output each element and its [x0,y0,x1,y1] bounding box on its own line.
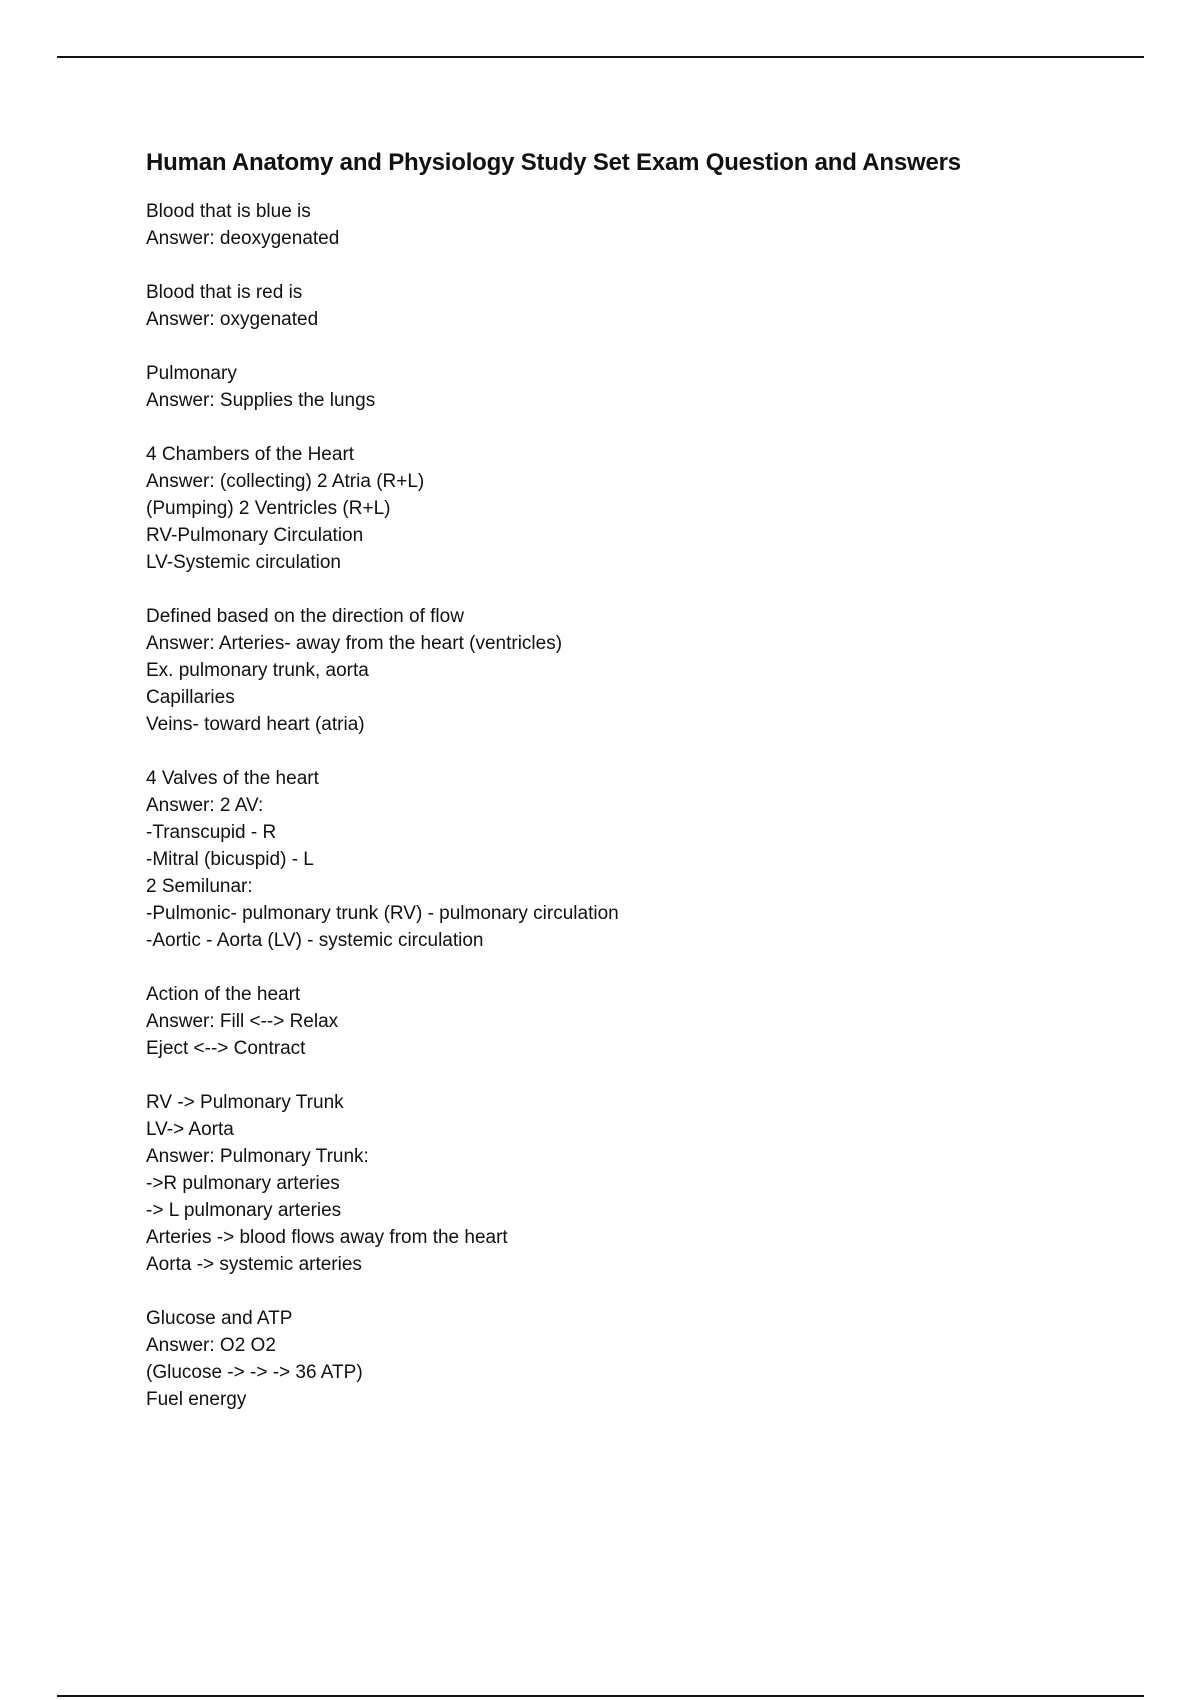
answer-line: Answer: Supplies the lungs [146,390,376,411]
qa-item [146,1305,1126,1413]
answer-line: (Glucose -> -> -> 36 ATP) [146,1362,363,1383]
answer-line: Aorta -> systemic arteries [146,1254,362,1275]
qa-item [146,603,1126,738]
answer-line: -Pulmonic- pulmonary trunk (RV) - pulmonary circulation [146,903,619,924]
answer-line: Answer: deoxygenated [146,228,340,249]
answer-line: Capillaries [146,687,235,708]
question-text: 4 Valves of the heart [146,768,319,789]
answer-line: -Aortic - Aorta (LV) - systemic circulation [146,930,484,951]
answer-line: Answer: Fill <--> Relax [146,1011,339,1032]
qa-item [146,441,1126,576]
answer-line: 2 Semilunar: [146,876,253,897]
answer-line: Answer: O2 O2 [146,1335,276,1356]
question-text-extra: LV-> Aorta [146,1119,234,1140]
document-body [146,146,1126,1440]
question-text: Action of the heart [146,984,301,1005]
answer-line: Answer: Pulmonary Trunk: [146,1146,369,1167]
question-text: Blood that is blue is [146,201,311,222]
question-text: Pulmonary [146,363,237,384]
answer-line: Fuel energy [146,1389,247,1410]
document-title: Human Anatomy and Physiology Study Set Exam Question and Answers [146,149,961,176]
answer-line: Ex. pulmonary trunk, aorta [146,660,369,681]
qa-item [146,198,1126,252]
question-text: Defined based on the direction of flow [146,606,464,627]
answer-line: LV-Systemic circulation [146,552,341,573]
footer-rule [57,1695,1144,1697]
answer-line: Veins- toward heart (atria) [146,714,365,735]
answer-line: Answer: 2 AV: [146,795,264,816]
answer-line: Answer: Arteries- away from the heart (ventricles) [146,633,563,654]
qa-item [146,765,1126,954]
answer-line: -Mitral (bicuspid) - L [146,849,314,870]
question-text: Glucose and ATP [146,1308,293,1329]
answer-line: -Transcupid - R [146,822,277,843]
answer-line: Eject <--> Contract [146,1038,306,1059]
qa-item [146,1089,1126,1278]
answer-line: ->R pulmonary arteries [146,1173,340,1194]
header-rule [57,56,1144,58]
question-text: 4 Chambers of the Heart [146,444,355,465]
qa-item [146,981,1126,1062]
answer-line: Answer: (collecting) 2 Atria (R+L) [146,471,425,492]
answer-line: Arteries -> blood flows away from the heart [146,1227,508,1248]
answer-line: RV-Pulmonary Circulation [146,525,364,546]
qa-item [146,279,1126,333]
question-text: RV -> Pulmonary Trunk [146,1092,344,1113]
answer-line: (Pumping) 2 Ventricles (R+L) [146,498,391,519]
qa-item [146,360,1126,414]
answer-line: Answer: oxygenated [146,309,319,330]
answer-line: -> L pulmonary arteries [146,1200,342,1221]
question-text: Blood that is red is [146,282,303,303]
